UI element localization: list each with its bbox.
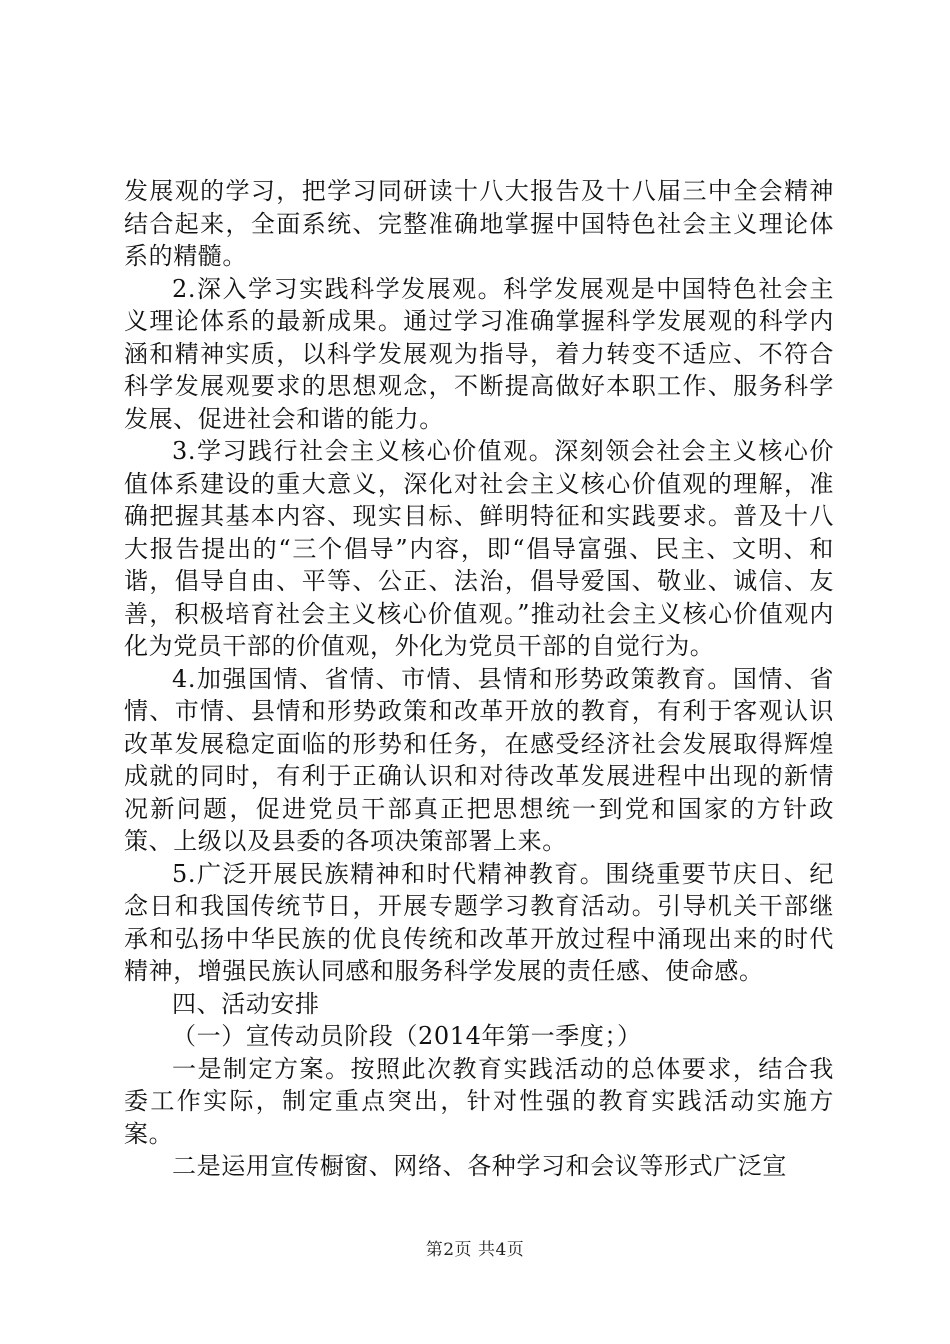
paragraph-continuation: 发展观的学习，把学习同研读十八大报告及十八届三中全会精神结合起来，全面系统、完整准确地掌握中国特色社会主义理论体系的精髓。 (124, 177, 834, 270)
paragraph-item-2: 2.深入学习实践科学发展观。科学发展观是中国特色社会主义理论体系的最新成果。通过学习准确掌握科学发展观的科学内涵和精神实质，以科学发展观为指导，着力转变不适应、不符合科学发展观要求的思想观念，不断提高做好本职工作、服务科学发展、促进社会和谐的能力。 (124, 274, 834, 433)
paragraph-step-1: 一是制定方案。按照此次教育实践活动的总体要求，结合我委工作实际，制定重点突出，针对性强的教育实践活动实施方案。 (124, 1054, 834, 1148)
paragraph-item-5: 5.广泛开展民族精神和时代精神教育。围绕重要节庆日、纪念日和我国传统节日，开展专题学习教育活动。引导机关干部继承和弘扬中华民族的优良传统和改革开放过程中涌现出来的时代精神，增强民族认同感和服务科学发展的责任感、使命感。 (124, 859, 834, 985)
subsection-heading: （一）宣传动员阶段（2014年第一季度；） (172, 1022, 642, 1050)
page-number-footer: 第2页 共4页 (425, 1240, 525, 1260)
paragraph-item-3: 3.学习践行社会主义核心价值观。深刻领会社会主义核心价值体系建设的重大意义，深化对社会主义核心价值观的理解，准确把握其基本内容、现实目标、鲜明特征和实践要求。普及十八大报告提出的“三个倡导”内容，即“倡导富强、民主、文明、和谐，倡导自由、平等、公正、法治，倡导爱国、敬业、诚信、友善，积极培育社会主义核心价值观。”推动社会主义核心价值观内化为党员干部的价值观，外化为党员干部的自觉行为。 (124, 437, 834, 660)
paragraph-item-4: 4.加强国情、省情、市情、县情和形势政策教育。国情、省情、市情、县情和形势政策和改革开放的教育，有利于客观认识改革发展稳定面临的形势和任务，在感受经济社会发展取得辉煌成就的同时，有利于正确认识和对待改革发展进程中出现的新情况新问题，促进党员干部真正把思想统一到党和国家的方针政策、上级以及县委的各项决策部署上来。 (124, 664, 834, 855)
section-heading: 四、活动安排 (172, 989, 320, 1018)
document-body (124, 175, 834, 1183)
paragraph-step-2: 二是运用宣传橱窗、网络、各种学习和会议等形式广泛宣 (172, 1152, 787, 1180)
